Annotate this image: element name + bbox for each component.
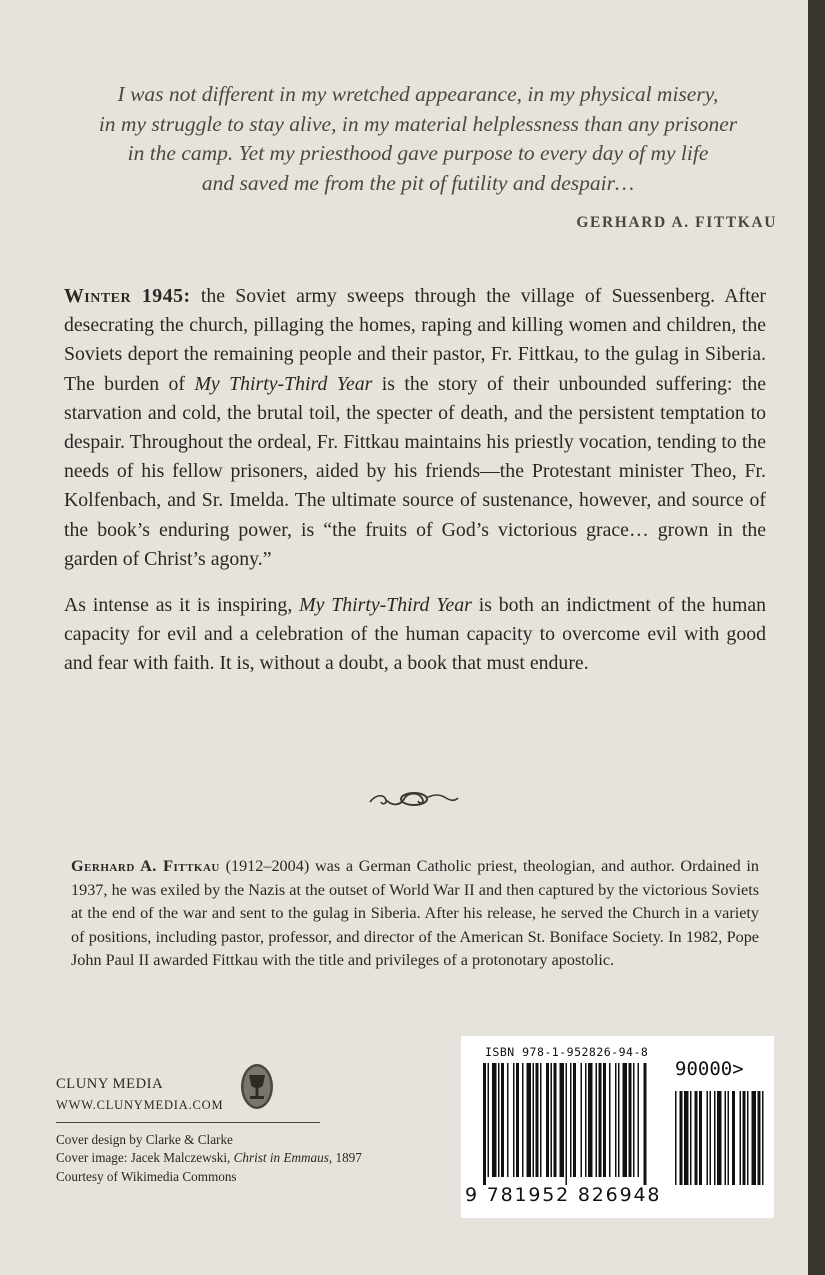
barcode-bar — [618, 1063, 620, 1177]
divider — [56, 1122, 320, 1123]
quote-attribution: GERHARD A. FITTKAU — [576, 214, 777, 231]
isbn-barcode — [483, 1063, 773, 1185]
barcode-bar — [554, 1063, 557, 1177]
barcode-bar — [522, 1063, 524, 1177]
publisher-name: CLUNY MEDIA — [56, 1076, 164, 1092]
epigraph-quote — [62, 80, 774, 198]
blurb-paragraph-2: As intense as it is inspiring, My Thirty-Third Year is both an indictment of the human capacity for evil and a celebration of the human capacity to overcome evil with good and fear with faith. It is, without a doubt, a book that must endure. — [64, 594, 766, 675]
courtesy-credit: Courtesy of Wikimedia Commons — [56, 1168, 237, 1184]
addon-barcode-bar — [725, 1091, 727, 1185]
barcode-bar — [633, 1063, 635, 1177]
image-credit: Cover image: Jacek Malczewski, Christ in Emmaus, 1897 — [56, 1150, 362, 1166]
addon-barcode-bar — [728, 1091, 730, 1185]
addon-barcode-bar — [758, 1091, 761, 1185]
quote-line: in my struggle to stay alive, in my material helplessness than any prisoner — [98, 111, 738, 136]
barcode-bar — [533, 1063, 535, 1177]
barcode-bar — [560, 1063, 565, 1177]
design-credit: Cover design by Clarke & Clarke — [56, 1132, 233, 1147]
addon-barcode-bar — [695, 1091, 698, 1185]
barcode-bar — [644, 1063, 647, 1185]
barcode-bar — [603, 1063, 606, 1177]
addon-barcode-bar — [747, 1091, 749, 1185]
addon-barcode-bar — [680, 1091, 683, 1185]
addon-barcode-bar — [684, 1091, 689, 1185]
book-title: My Thirty-Third Year — [194, 372, 373, 395]
barcode-bar — [501, 1063, 504, 1177]
price-code: 90000> — [675, 1058, 744, 1080]
isbn-label: ISBN 978-1-952826-94-8 — [485, 1045, 649, 1059]
barcode-bar — [573, 1063, 576, 1177]
barcode-digits: 9 781952 826948 — [465, 1184, 662, 1206]
addon-barcode-bar — [717, 1091, 722, 1185]
barcode-bar — [513, 1063, 515, 1177]
barcode-bar — [570, 1063, 572, 1177]
cover-credits — [56, 1131, 362, 1186]
addon-barcode-bar — [714, 1091, 716, 1185]
barcode-bar — [492, 1063, 497, 1177]
barcode-bar — [585, 1063, 587, 1177]
addon-barcode-bar — [743, 1091, 746, 1185]
barcode-bar — [599, 1063, 602, 1177]
painting-title: Christ in Emmaus — [233, 1150, 329, 1166]
addon-barcode-bar — [732, 1091, 735, 1185]
barcode-bar — [546, 1063, 549, 1177]
addon-barcode-bar — [740, 1091, 742, 1185]
barcode-bar — [623, 1063, 628, 1177]
addon-barcode-bar — [710, 1091, 712, 1185]
addon-barcode-bar — [699, 1091, 702, 1185]
blurb-lead: Winter 1945: — [64, 285, 191, 307]
barcode-bar — [596, 1063, 598, 1177]
quote-line: in the camp. Yet my priesthood gave purpose to every day of my life — [127, 141, 709, 165]
barcode-bar — [566, 1063, 568, 1185]
addon-barcode-bar — [675, 1091, 677, 1185]
publisher-seal-icon — [240, 1063, 274, 1110]
author-bio: Gerhard A. Fittkau (1912–2004) was a German Catholic priest, theologian, and author. Ordained in 1937, he was exiled by the Nazis at the outset of World War II and then captured by the victorious Soviets at the end of the war and sent to the gulag in Siberia. After his release, he served the Church in a variety of positions, including pastor, professor, and director of the American St. Boniface Society. In 1982, Pope John Paul II awarded Fittkau with the title and privileges of a protonotary apostolic. — [71, 857, 759, 970]
publisher-url: WWW.CLUNYMEDIA.COM — [56, 1098, 224, 1112]
author-name: Gerhard A. Fittkau — [71, 857, 220, 875]
addon-barcode-bar — [707, 1091, 709, 1185]
quote-line: I was not different in my wretched appearance, in my physical misery, — [117, 82, 719, 106]
barcode-bar — [615, 1063, 617, 1177]
barcode-bar — [483, 1063, 486, 1185]
barcode-bar — [536, 1063, 539, 1177]
barcode-bar — [488, 1063, 490, 1177]
barcode-bar — [507, 1063, 509, 1177]
barcode-bar — [609, 1063, 611, 1177]
spine-edge — [808, 0, 825, 1275]
barcode-bar — [540, 1063, 542, 1177]
barcode-bar — [581, 1063, 583, 1177]
addon-barcode-bar — [762, 1091, 764, 1185]
addon-barcode-bar — [752, 1091, 757, 1185]
blurb-paragraph-1: Winter 1945: the Soviet army sweeps through the village of Suessenberg. After desecrating the church, pillaging the homes, raping and killing women and children, the Soviets deport the remaining people and their pastor, Fr. Fittkau, to the gulag in Siberia. The burden of My Thirty-Third Year is the story of their unbounded suffering: the starvation and cold, the brutal toil, the specter of death, and the persistent temptation to despair. Throughout the ordeal, Fr. Fittkau maintains his priestly vocation, tending to the needs of his fellow prisoners, aided by his friends—the Protestant minister Theo, Fr. Kolfenbach, and Sr. Imelda. The ultimate source of sustenance, however, and source of the book’s enduring power, is “the fruits of God’s victorious grace… grown in the garden of Christ’s agony.” — [64, 285, 766, 570]
barcode-bar — [516, 1063, 519, 1177]
book-blurb — [64, 282, 766, 696]
barcode-bar — [588, 1063, 593, 1177]
addon-barcode-bar — [690, 1091, 692, 1185]
barcode-bar — [638, 1063, 640, 1177]
book-title: My Thirty-Third Year — [299, 594, 472, 617]
barcode-bar — [629, 1063, 632, 1177]
barcode-bar — [527, 1063, 532, 1177]
quote-line: and saved me from the pit of futility and despair… — [201, 170, 635, 195]
barcode-bar — [498, 1063, 500, 1177]
flourish-ornament-icon — [368, 786, 460, 812]
barcode-bar — [551, 1063, 553, 1177]
